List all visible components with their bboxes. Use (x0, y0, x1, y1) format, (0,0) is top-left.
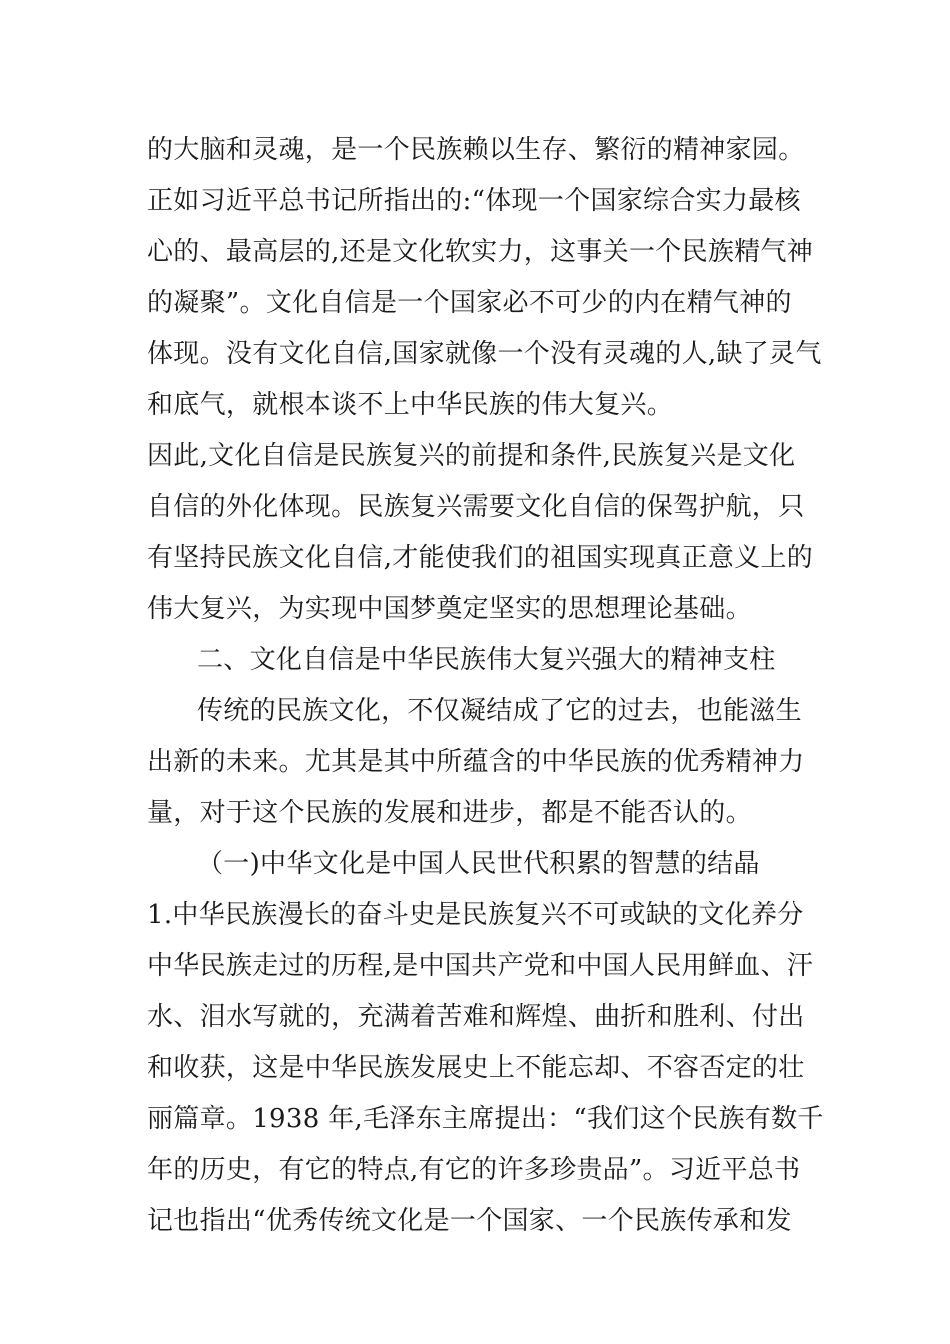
subsection-heading: （一)中华文化是中国人民世代积累的智慧的结晶 (197, 849, 760, 879)
text-line-4: 的凝聚”。文化自信是一个国家必不可少的内在精气神的 (147, 288, 792, 318)
text-line-14: 量，对于这个民族的发展和进步，都是不能否认的。 (147, 798, 752, 828)
text-line-1: 的大脑和灵魂，是一个民族赖以生存、繁衍的精神家园。 (147, 135, 805, 165)
text-line-22: 记也指出“优秀传统文化是一个国家、一个民族传承和发 (147, 1206, 792, 1236)
text-line-17: 中华民族走过的历程,是中国共产党和中国人民用鲜血、汗 (147, 951, 814, 981)
section-heading: 二、文化自信是中华民族伟大复兴强大的精神支柱 (197, 645, 776, 675)
text-line-3: 心的、最高层的,还是文化软实力，这事关一个民族精气神 (147, 237, 814, 267)
text-line-10: 伟大复兴，为实现中国梦奠定坚实的思想理论基础。 (147, 594, 752, 624)
text-line-19: 和收获，这是中华民族发展史上不能忘却、不容否定的壮 (147, 1053, 805, 1083)
text-line-18: 水、泪水写就的，充满着苦难和辉煌、曲折和胜利、付出 (147, 1002, 805, 1032)
text-line-20: 丽篇章。1938 年,毛泽东主席提出：“我们这个民族有数千 (147, 1104, 824, 1134)
text-line-2: 正如习近平总书记所指出的:“体现一个国家综合实力最核 (147, 186, 801, 216)
text-line-6: 和底气，就根本谈不上中华民族的伟大复兴。 (147, 390, 674, 420)
text-line-21: 年的历史，有它的特点,有它的许多珍贵品”。习近平总书 (147, 1155, 801, 1185)
text-line-8: 自信的外化体现。民族复兴需要文化自信的保驾护航，只 (147, 492, 805, 522)
text-line-9: 有坚持民族文化自信,才能使我们的祖国实现真正意义上的 (147, 543, 814, 573)
text-line-7: 因此,文化自信是民族复兴的前提和条件,民族复兴是文化 (147, 441, 796, 471)
item-heading: 1.中华民族漫长的奋斗史是民族复兴不可或缺的文化养分 (147, 900, 804, 930)
text-line-5: 体现。没有文化自信,国家就像一个没有灵魂的人,缺了灵气 (147, 339, 822, 369)
text-line-12: 传统的民族文化，不仅凝结成了它的过去，也能滋生 (197, 696, 802, 726)
text-line-13: 出新的未来。尤其是其中所蕴含的中华民族的优秀精神力 (147, 747, 805, 777)
